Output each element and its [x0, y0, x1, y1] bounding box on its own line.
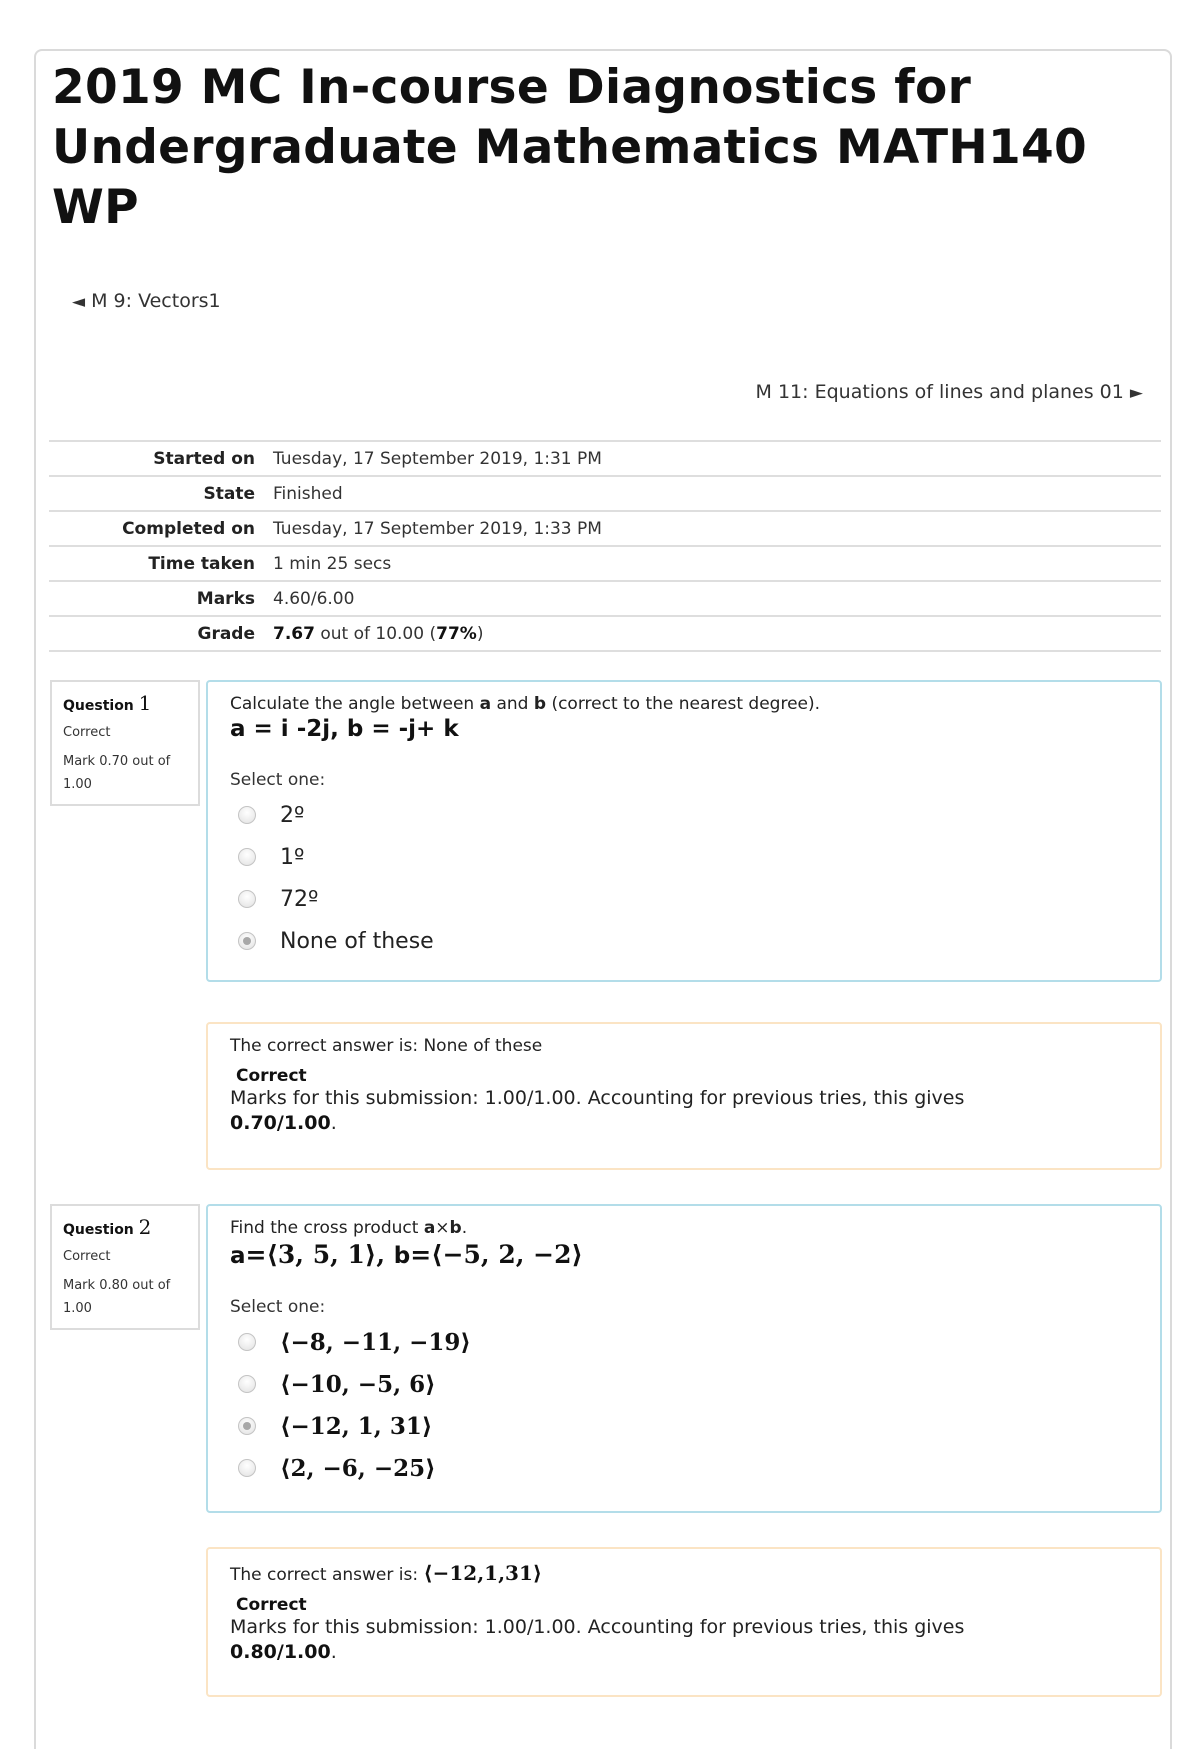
- question-number-value: 2: [138, 1215, 152, 1239]
- cross-symbol: ×: [435, 1218, 450, 1238]
- question-formulation: [206, 680, 1162, 982]
- question-number-value: 1: [138, 691, 152, 715]
- answer-option[interactable]: [230, 1321, 1138, 1363]
- summary-label: Grade: [197, 623, 255, 644]
- answer-option[interactable]: [230, 1363, 1138, 1405]
- text-part: and: [491, 694, 534, 714]
- answer-option[interactable]: [230, 836, 1138, 878]
- arrow-left-icon: ◄: [72, 292, 86, 312]
- option-label: 72º: [280, 886, 319, 912]
- marks-end: .: [330, 1641, 337, 1663]
- feedback-status: Correct: [236, 1595, 307, 1615]
- radio-button[interactable]: [238, 1333, 256, 1351]
- summary-label: State: [203, 483, 255, 504]
- option-label: 1º: [280, 844, 305, 870]
- vector-b: b: [533, 694, 547, 714]
- marks-end: .: [330, 1112, 337, 1134]
- right-answer: [230, 1036, 1138, 1056]
- summary-row-started: [49, 441, 1161, 476]
- arrow-right-icon: ►: [1129, 383, 1143, 403]
- math-b-value: =⟨−5, 2, −2⟩: [410, 1240, 583, 1269]
- question-grade: Mark 0.70 out of 1.00: [63, 754, 171, 792]
- summary-row-marks: [49, 581, 1161, 616]
- summary-row-time: [49, 546, 1161, 581]
- question-number: [63, 691, 189, 715]
- next-activity-label: M 11: Equations of lines and planes 01: [755, 381, 1124, 403]
- summary-row-completed: [49, 511, 1161, 546]
- summary-value: Finished: [273, 483, 343, 504]
- summary-label: Time taken: [148, 553, 255, 574]
- summary-value: 4.60/6.00: [273, 588, 355, 609]
- feedback-marks: [230, 1086, 1138, 1136]
- vector-b: b: [449, 1218, 462, 1238]
- right-answer-value: ⟨−12,1,31⟩: [423, 1561, 543, 1585]
- question-feedback: [206, 1022, 1162, 1170]
- answer-option[interactable]: [230, 1447, 1138, 1489]
- grade-out-of: out of 10.00 (: [314, 623, 437, 644]
- summary-value: 1 min 25 secs: [273, 553, 392, 574]
- summary-label: Marks: [196, 588, 255, 609]
- grade-percent: 77%: [436, 623, 477, 644]
- question-math: a = i -2j, b = -j+ k: [230, 716, 459, 742]
- question-label: Question: [63, 698, 134, 714]
- prev-activity-label: M 9: Vectors1: [91, 290, 221, 312]
- feedback-marks: [230, 1615, 1138, 1665]
- right-answer-prefix: The correct answer is:: [230, 1036, 424, 1056]
- question-info: [50, 680, 200, 806]
- question-state: Correct: [63, 725, 111, 740]
- summary-value: Tuesday, 17 September 2019, 1:31 PM: [273, 448, 602, 469]
- vector-a: a: [479, 694, 492, 714]
- right-answer-prefix: The correct answer is:: [230, 1565, 424, 1585]
- right-answer: [230, 1561, 1138, 1585]
- option-label: ⟨−12, 1, 31⟩: [280, 1412, 433, 1440]
- radio-button[interactable]: [238, 806, 256, 824]
- radio-button[interactable]: [238, 848, 256, 866]
- question-text: [230, 1218, 1138, 1238]
- option-label: ⟨−10, −5, 6⟩: [280, 1370, 436, 1398]
- question-text: [230, 694, 1138, 714]
- radio-button-checked[interactable]: [238, 1417, 256, 1435]
- marks-text: Marks for this submission: 1.00/1.00. Accounting for previous tries, this gives: [230, 1087, 965, 1109]
- text-part: Find the cross product: [230, 1218, 424, 1238]
- answer-option[interactable]: [230, 920, 1138, 962]
- question-number: [63, 1215, 189, 1239]
- text-part: (correct to the nearest degree).: [546, 694, 821, 714]
- answer-option[interactable]: [230, 1405, 1138, 1447]
- right-answer-value: None of these: [423, 1036, 543, 1056]
- page-title: 2019 MC In-course Diagnostics for Undergraduate Mathematics MATH140 WP: [52, 60, 1088, 235]
- radio-button[interactable]: [238, 1459, 256, 1477]
- marks-final: 0.80/1.00: [230, 1641, 331, 1663]
- math-a-value: =⟨3, 5, 1⟩,: [245, 1240, 394, 1269]
- radio-button-checked[interactable]: [238, 932, 256, 950]
- question-state: Correct: [63, 1249, 111, 1264]
- text-part: .: [461, 1218, 468, 1238]
- summary-row-grade: [49, 616, 1161, 651]
- feedback-status: Correct: [236, 1066, 307, 1086]
- summary-label: Started on: [153, 448, 255, 469]
- vector-a: a: [423, 1218, 436, 1238]
- select-prompt: Select one:: [230, 770, 326, 790]
- radio-button[interactable]: [238, 1375, 256, 1393]
- marks-text: Marks for this submission: 1.00/1.00. Accounting for previous tries, this gives: [230, 1616, 965, 1638]
- grade-close: ): [476, 623, 484, 644]
- prev-activity-link[interactable]: [72, 290, 221, 312]
- question-feedback: [206, 1547, 1162, 1697]
- math-a: a: [230, 1243, 246, 1269]
- option-label: ⟨−8, −11, −19⟩: [280, 1328, 471, 1356]
- option-label: 2º: [280, 802, 305, 828]
- marks-final: 0.70/1.00: [230, 1112, 331, 1134]
- summary-value: [271, 616, 1161, 651]
- attempt-summary-table: [49, 440, 1161, 652]
- question-formulation: [206, 1204, 1162, 1513]
- question-label: Question: [63, 1222, 134, 1238]
- answer-option[interactable]: [230, 794, 1138, 836]
- next-activity-link[interactable]: [756, 381, 1143, 403]
- select-prompt: Select one:: [230, 1297, 326, 1317]
- option-label: None of these: [280, 928, 434, 954]
- radio-button[interactable]: [238, 890, 256, 908]
- question-grade: Mark 0.80 out of 1.00: [63, 1278, 171, 1316]
- question-info: [50, 1204, 200, 1330]
- answer-option[interactable]: [230, 878, 1138, 920]
- summary-label: Completed on: [122, 518, 255, 539]
- question-math: [230, 1240, 1138, 1269]
- option-label: ⟨2, −6, −25⟩: [280, 1454, 436, 1482]
- summary-row-state: [49, 476, 1161, 511]
- text-part: Calculate the angle between: [230, 694, 480, 714]
- math-b: b: [393, 1243, 411, 1269]
- grade-score: 7.67: [273, 623, 315, 644]
- summary-value: Tuesday, 17 September 2019, 1:33 PM: [273, 518, 602, 539]
